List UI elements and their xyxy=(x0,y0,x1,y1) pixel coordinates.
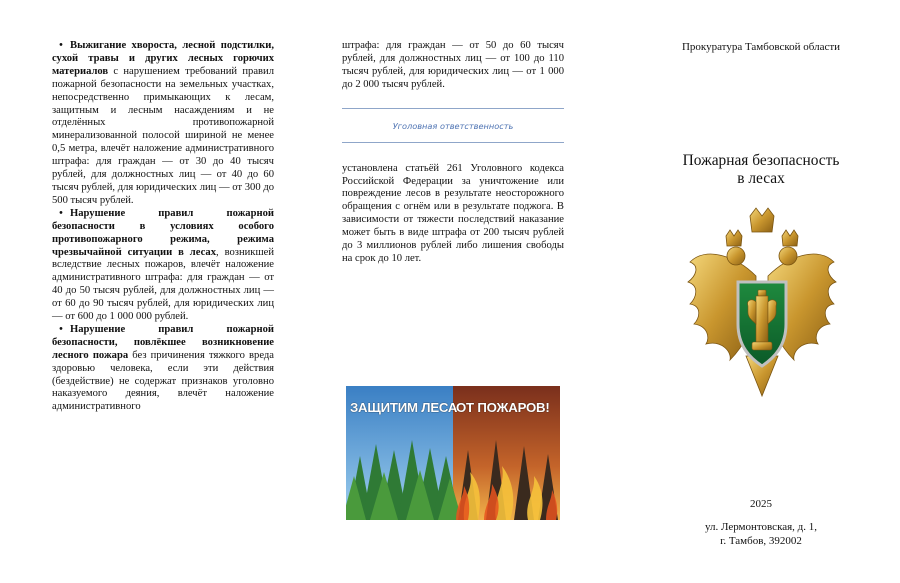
address xyxy=(652,520,870,548)
criminal-liability-text: установлена статьёй 261 Уголовного кодекса Российской Федерации за уничтожение или повреждение лесов в результате неосторожного обращения с огнём или в результате поджога. В зависимости от тяжести последствий наказание может быть в виде штрафа от 200 тысяч рублей до 3 миллионов рублей либо лишения свободы на срок до 10 лет. xyxy=(342,162,564,264)
address-line-1: ул. Лермонтовская, д. 1, xyxy=(704,521,818,533)
organization-name: Прокуратура Тамбовской области xyxy=(681,41,841,53)
document-title-line-1: Пожарная безопасность xyxy=(682,152,840,169)
bullet-item-1 xyxy=(52,40,274,208)
bullet-item-3 xyxy=(52,324,274,414)
column-left xyxy=(52,0,274,583)
bullet-2-bold: Нарушение правил пожарной безопасности в условиях особого противопожарного режима, режима чрезвычайной ситуации в лесах xyxy=(52,207,274,258)
bullet-1-bold: Выжигание хвороста, лесной подстилки, сухой травы и других лесных горючих материалов xyxy=(52,40,274,77)
banner-text-left: ЗАЩИТИМ ЛЕСА xyxy=(350,400,458,415)
section-title-criminal: Уголовная ответственность xyxy=(392,120,514,131)
fine-continuation: штрафа: для граждан — от 50 до 60 тысяч рублей, для должностных лиц — от 100 до 110 тысяч рублей, для юридических лиц — от 1 000 до 2 000 тысяч рублей. xyxy=(342,40,564,90)
address-line-2: г. Тамбов, 392002 xyxy=(720,535,802,547)
publication-year: 2025 xyxy=(750,498,772,510)
document-title-line-2: в лесах xyxy=(737,170,785,187)
bullet-2-text: , возникшей вследствие лесных пожаров, влечёт наложение административного штрафа: для граждан — от 40 до 50 тысяч рублей, для должностных лиц — от 60 до 90 тысяч рублей, для юридических лиц — от 600 до 1 000 000 рублей. xyxy=(52,246,274,323)
bullet-icon: • xyxy=(59,207,63,219)
prosecutor-eagle-emblem-icon xyxy=(686,206,838,402)
bullet-icon: • xyxy=(59,40,63,51)
bullet-3-bold: Нарушение правил пожарной безопасности, повлёкшее возникновение лесного пожара xyxy=(52,323,274,361)
bullet-1-text: с нарушением требований правил пожарной безопасности на земельных участках, непосредственно примыкающих к лесам, защитным и лесным насаждениям и не отделённых противопожарной минерализованной полосой шириной не менее 0,5 метра, влечёт наложение административного штрафа: для граждан — от 30 до 40 тысяч рублей, для должностных лиц — от 40 до 60 тысяч рублей, для юридических лиц — от 300 до 500 тысяч рублей. xyxy=(52,65,274,206)
forest-fire-banner xyxy=(346,386,560,520)
bullet-3-text: без причинения тяжкого вреда здоровью человека, если эти действия (бездействие) не содержат признаков уголовно наказуемого деяния, влечёт наложение административного xyxy=(52,349,274,413)
bullet-item-2 xyxy=(52,208,274,324)
bullet-icon: • xyxy=(59,323,63,335)
banner-text-right: ОТ ПОЖАРОВ! xyxy=(456,400,550,415)
divider-top xyxy=(342,108,564,109)
